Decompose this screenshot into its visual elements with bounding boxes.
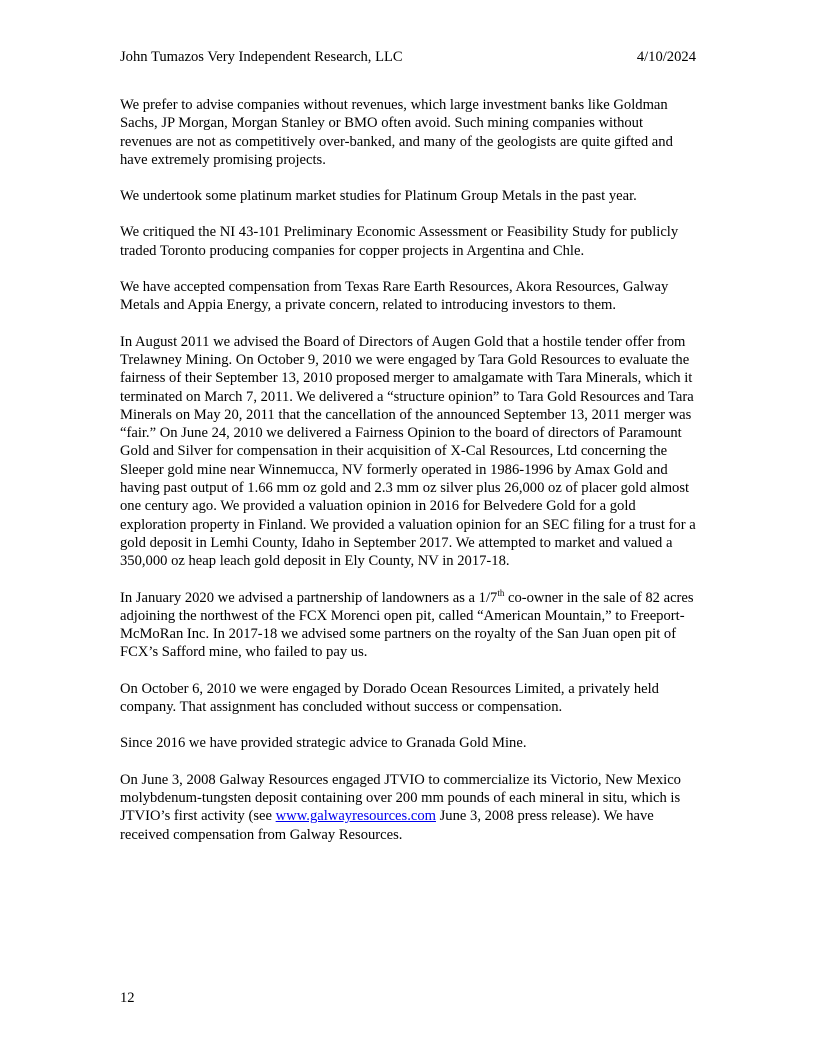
page-number: 12: [120, 990, 135, 1006]
paragraph-compensation: We have accepted compensation from Texas Rare Earth Resources, Akora Resources, Galway Metals and Appia Energy, a private concern, related to introducing investors to them.: [120, 279, 669, 314]
company-name: John Tumazos Very Independent Research, LLC: [120, 49, 403, 65]
ordinal-superscript: th: [497, 587, 505, 598]
paragraph-gold-engagements: In August 2011 we advised the Board of Directors of Augen Gold that a hostile tender offer from Trelawney Mining. On October 9, 2010 we were engaged by Tara Gold Resources to evaluate the fairness of their September 13, 2010 proposed merger to amalgamate with Tara Minerals, which it terminated on March 7, 2011. We delivered a “structure opinion” to Tara Gold Resources and Tara Minerals on May 20, 2011 that the cancellation of the announced September 13, 2011 merger was “fair.” On June 24, 2010 we delivered a Fairness Opinion to the board of directors of Paramount Gold and Silver for compensation in their acquisition of X-Cal Resources, Ltd concerning the Sleeper gold mine near Winnemucca, NV formerly operated in 1986-1996 by Amax Gold and having past output of 1.66 mm oz gold and 2.3 mm oz silver plus 26,000 oz of placer gold almost one century ago. We provided a valuation opinion in 2016 for Belvedere Gold for a gold exploration property in Finland. We provided a valuation opinion for an SEC filing for a trust for a gold deposit in Lemhi County, Idaho in September 2017. We attempted to market and valued a 350,000 oz heap leach gold deposit in Ely County, NV in 2017-18.: [120, 333, 696, 570]
paragraph-morenci-text-2: co-owner in the sale of 82 acres adjoining the northwest of the FCX Morenci open pit, called “American Mountain,” to Freeport-McMoRan Inc. In 2017-18 we advised some partners on the royalty of the San Juan open pit of FCX’s Safford mine, who failed to pay us.: [120, 589, 694, 661]
paragraph-morenci-text-1: In January 2020 we advised a partnership of landowners as a 1/7: [120, 589, 498, 606]
paragraph-platinum-studies: We undertook some platinum market studies for Platinum Group Metals in the past year.: [120, 188, 637, 205]
paragraph-advise-companies: We prefer to advise companies without revenues, which large investment banks like Goldman Sachs, JP Morgan, Morgan Stanley or BMO often avoid. Such mining companies without revenues are not as competitively over-banked, and many of the geologists are quite gifted and have extremely promising projects.: [120, 97, 673, 168]
paragraph-granada-gold: Since 2016 we have provided strategic advice to Granada Gold Mine.: [120, 735, 527, 752]
page-header: [120, 49, 696, 69]
paragraph-galway-text-1: On June 3, 2008 Galway Resources engaged JTVIO to commercialize its Victorio, New Mexico molybdenum-tungsten deposit containing over 200 mm pounds of each mineral in situ, which is JTVIO’s first activity (see: [120, 771, 681, 825]
paragraph-ni43101-critique: We critiqued the NI 43-101 Preliminary Economic Assessment or Feasibility Study for publicly traded Toronto producing companies for copper projects in Argentina and Chle.: [120, 224, 679, 259]
document-body: [120, 96, 698, 862]
header-date: 4/10/2024: [636, 49, 696, 65]
galway-resources-link[interactable]: www.galwayresources.com: [275, 808, 436, 825]
paragraph-galway-text-2: June 3, 2008 press release). We have received compensation from Galway Resources.: [120, 808, 654, 843]
paragraph-morenci-sale: [120, 589, 698, 662]
paragraph-dorado-ocean: On October 6, 2010 we were engaged by Dorado Ocean Resources Limited, a privately held company. That assignment has concluded without success or compensation.: [120, 680, 659, 716]
paragraph-galway-resources: [120, 771, 698, 844]
